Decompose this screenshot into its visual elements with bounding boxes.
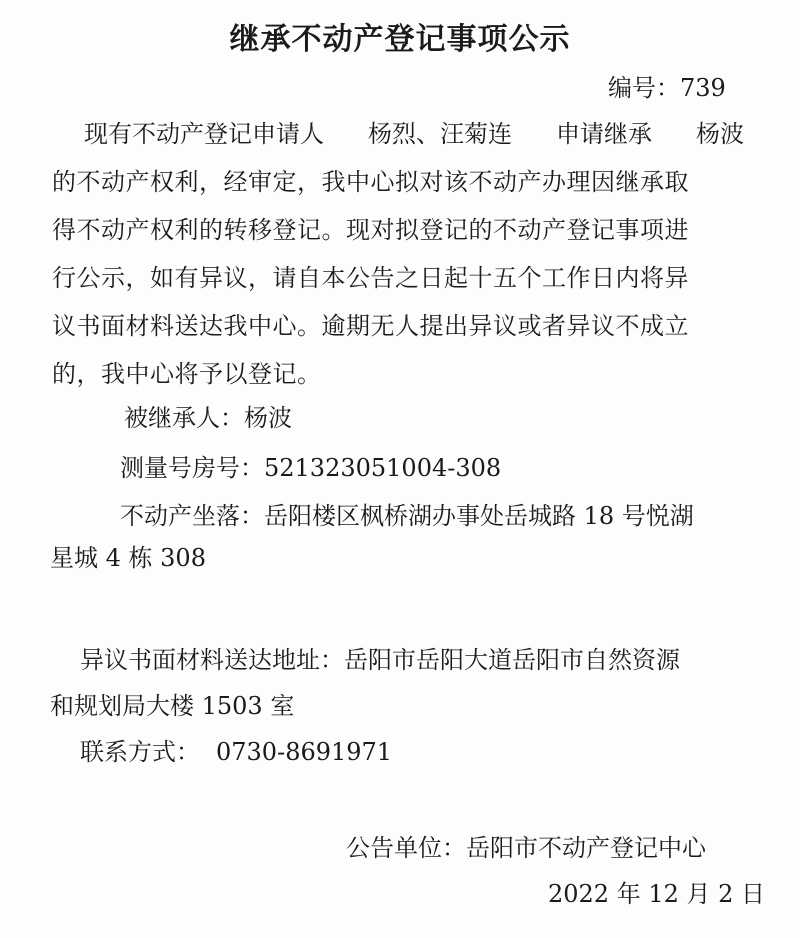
survey-row — [120, 452, 501, 484]
decedent-label: 被继承人： — [124, 404, 244, 432]
location-value-line-2: 星城 4 栋 308 — [50, 544, 206, 572]
body-line-2: 的不动产权利，经审定，我中心拟对该不动产办理因继承取 — [52, 168, 689, 196]
body-line-6: 的，我中心将予以登记。 — [52, 360, 322, 388]
address-label: 异议书面材料送达地址： — [80, 646, 344, 674]
survey-label: 测量号房号： — [120, 454, 264, 482]
location-value-line-1: 岳阳楼区枫桥湖办事处岳城路 18 号悦湖 — [264, 502, 694, 530]
contact-row — [80, 736, 392, 768]
body-line-1 — [84, 118, 744, 150]
contact-label: 联系方式： — [80, 738, 200, 766]
page-title: 继承不动产登记事项公示 — [229, 22, 571, 57]
issuer-label: 公告单位： — [346, 834, 466, 862]
survey-value: 521323051004-308 — [264, 454, 502, 482]
issuer-value: 岳阳市不动产登记中心 — [466, 834, 706, 862]
body-line-3: 得不动产权利的转移登记。现对拟登记的不动产登记事项进 — [52, 216, 689, 244]
applicants: 杨烈、汪菊连 — [368, 120, 512, 148]
notice-number-label: 编号： — [608, 74, 680, 102]
apply-inherit-text: 申请继承 — [556, 120, 652, 148]
notice-date: 2022 年 12 月 2 日 — [548, 880, 766, 908]
notice-number-value: 739 — [680, 74, 726, 102]
address-row — [80, 644, 680, 676]
body-line-4: 行公示，如有异议，请自本公告之日起十五个工作日内将异 — [52, 264, 689, 292]
location-label: 不动产坐落： — [120, 502, 264, 530]
decedent-value: 杨波 — [244, 404, 292, 432]
decedent-inline: 杨波 — [696, 120, 744, 148]
address-value-line-2: 和规划局大楼 1503 室 — [50, 692, 295, 720]
body-intro: 现有不动产登记申请人 — [84, 120, 324, 148]
address-value-line-1: 岳阳市岳阳大道岳阳市自然资源 — [344, 646, 680, 674]
issuer-row — [346, 832, 706, 864]
notice-number — [608, 72, 726, 104]
decedent-row — [124, 402, 292, 434]
contact-phone: 0730-8691971 — [216, 738, 393, 766]
body-line-5: 议书面材料送达我中心。逾期无人提出异议或者异议不成立 — [52, 312, 689, 340]
location-row — [120, 500, 694, 532]
